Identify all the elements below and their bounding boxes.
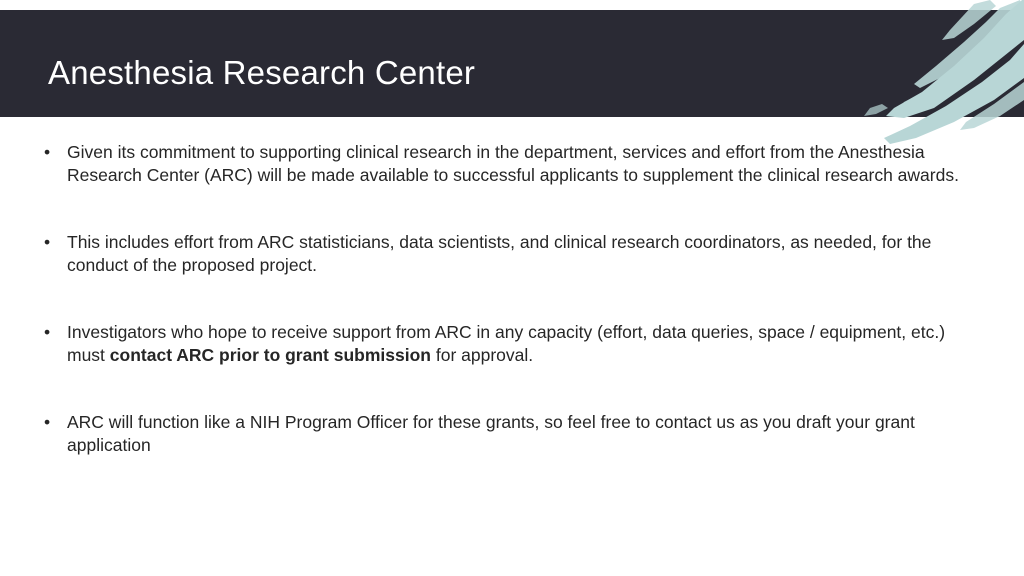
slide-title: Anesthesia Research Center xyxy=(48,54,476,91)
bullet-item xyxy=(44,411,984,457)
bullet-item xyxy=(44,321,984,367)
bullet-text: This includes effort from ARC statisticians, data scientists, and clinical research coordinators, as needed, for the conduct of the proposed project. xyxy=(67,232,932,275)
bullet-marker: • xyxy=(44,232,51,252)
bullet-bold-text: contact ARC prior to grant submission xyxy=(109,345,431,365)
bullet-marker: • xyxy=(44,412,51,432)
bullet-text: Investigators who hope to receive support from ARC in any capacity (effort, data queries, space / equipment, etc.) must xyxy=(67,322,946,365)
bullet-marker: • xyxy=(44,322,51,342)
bullet-text: ARC will function like a NIH Program Officer for these grants, so feel free to contact us as you draft your grant application xyxy=(67,412,915,455)
bullet-list xyxy=(44,141,984,457)
bullet-text: Given its commitment to supporting clinical research in the department, services and effort from the Anesthesia Research Center (ARC) will be made available to successful applicants to supplement the clinical research awards. xyxy=(67,142,959,185)
bullet-marker: • xyxy=(44,142,51,162)
bullet-item xyxy=(44,231,984,277)
bullet-text: for approval. xyxy=(430,345,534,365)
brush-stroke-decoration xyxy=(824,0,1024,145)
bullet-item xyxy=(44,141,984,187)
